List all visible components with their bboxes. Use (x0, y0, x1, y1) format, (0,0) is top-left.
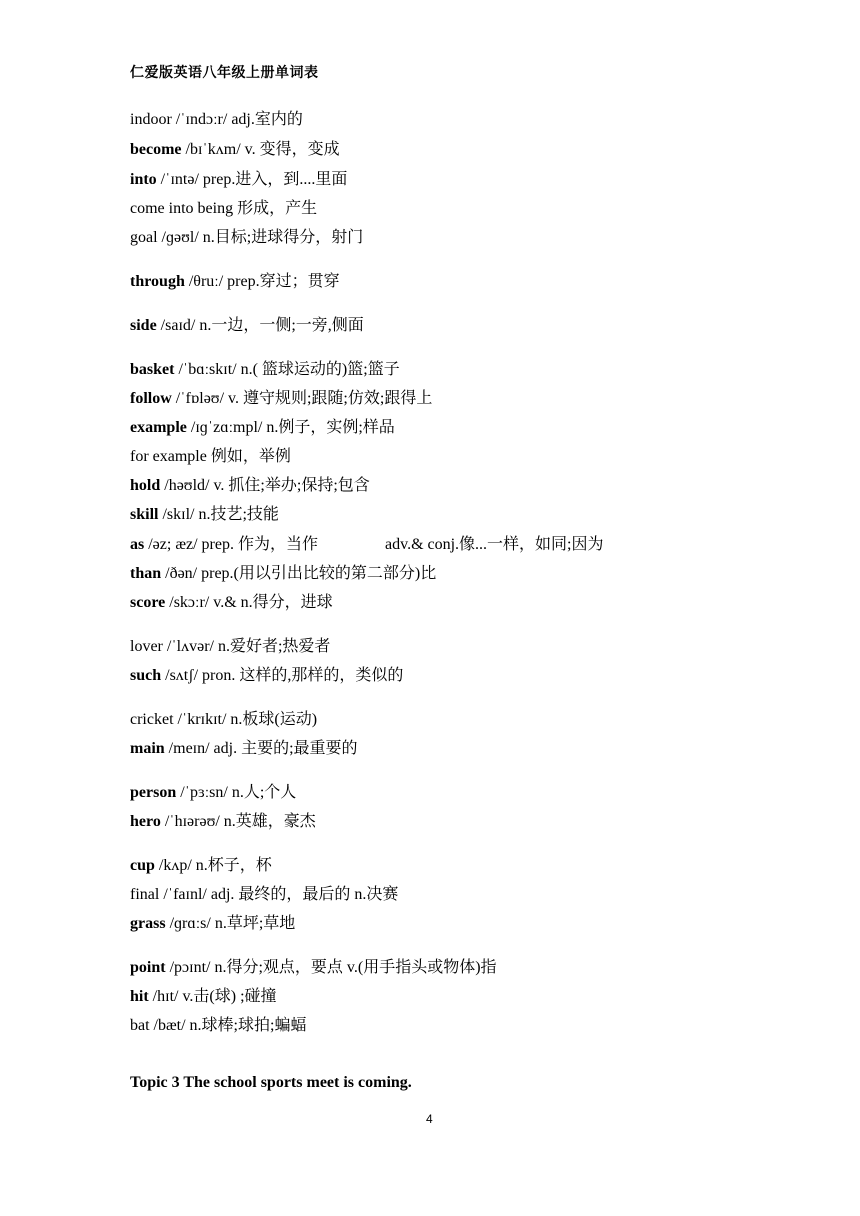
vocab-entry (130, 666, 403, 686)
vocab-word: become (130, 141, 182, 158)
vocab-word: hold (130, 477, 161, 494)
vocab-word: hit (130, 988, 149, 1005)
vocab-word: main (130, 740, 165, 757)
vocab-entry (130, 170, 347, 190)
vocab-definition: /ˈfɒləʊ/ v. 遵守规则;跟随;仿效;跟得上 (171, 390, 433, 407)
vocab-word: bat (130, 1017, 150, 1034)
vocab-definition: /ˈpɜːsn/ n.人;个人 (176, 784, 297, 801)
vocab-entry (130, 987, 277, 1007)
vocab-definition: /ɪɡˈzɑːmpl/ n.例子，实例;样品 (186, 419, 395, 436)
vocab-definition-secondary: adv.& conj.像...一样，如同;因为 (385, 536, 604, 553)
vocab-definition: /ˈkrɪkɪt/ n.板球(运动) (173, 711, 318, 728)
vocab-definition: /ˈbɑːskɪt/ n.( 篮球运动的)篮;篮子 (174, 361, 400, 378)
vocab-entry (130, 1016, 306, 1036)
vocab-definition: /əz; æz/ prep. 作为，当作 (144, 536, 318, 553)
vocab-definition: /ˈfaɪnl/ adj. 最终的，最后的 n.决赛 (159, 886, 399, 903)
vocab-word: basket (130, 361, 175, 378)
vocab-word: point (130, 959, 166, 976)
vocab-entry (130, 199, 317, 219)
page-number: 4 (426, 1112, 433, 1126)
vocab-entry (130, 637, 330, 657)
vocab-entry (130, 812, 316, 832)
vocab-definition: /sʌtʃ/ pron. 这样的,那样的，类似的 (161, 667, 404, 684)
vocab-definition: /meɪn/ adj. 主要的;最重要的 (164, 740, 358, 757)
vocab-definition: /həʊld/ v. 抓住;举办;保持;包含 (160, 477, 370, 494)
vocab-word: hero (130, 813, 161, 830)
vocab-definition: /skɔːr/ v.& n.得分，进球 (165, 594, 333, 611)
vocab-entry (130, 360, 400, 380)
vocab-word: final (130, 886, 160, 903)
topic-heading: Topic 3 The school sports meet is coming. (130, 1074, 412, 1091)
vocab-definition: /ˈlʌvər/ n.爱好者;热爱者 (162, 638, 331, 655)
vocab-entry (130, 783, 296, 803)
vocab-definition: /kʌp/ n.杯子，杯 (154, 857, 272, 874)
vocab-entry (130, 564, 436, 584)
vocab-word: lover (130, 638, 163, 655)
vocab-word: through (130, 273, 185, 290)
vocab-definition: /bɪˈkʌm/ v. 变得，变成 (181, 141, 340, 158)
vocab-definition: /ˈɪntə/ prep.进入，到....里面 (156, 171, 348, 188)
vocab-entry (130, 110, 303, 130)
vocab-entry (130, 316, 364, 336)
vocab-word: than (130, 565, 162, 582)
vocab-definition: /ˈɪndɔːr/ adj.室内的 (171, 111, 303, 128)
vocab-entry (130, 447, 291, 467)
document-header: 仁爱版英语八年级上册单词表 (130, 65, 319, 81)
vocab-entry (130, 389, 432, 409)
vocab-word: goal (130, 229, 158, 246)
vocab-word: side (130, 317, 157, 334)
vocab-definition: /ɡəʊl/ n.目标;进球得分，射门 (157, 229, 364, 246)
vocab-word: cup (130, 857, 155, 874)
vocab-word: such (130, 667, 162, 684)
vocab-word: come into being (130, 200, 234, 217)
vocab-definition: /θruː/ prep.穿过；贯穿 (184, 273, 340, 290)
vocab-definition: /ˈhɪərəʊ/ n.英雄，豪杰 (160, 813, 316, 830)
vocab-word: score (130, 594, 166, 611)
vocab-entry (130, 856, 272, 876)
vocab-word: as (130, 536, 145, 553)
vocab-entry (130, 228, 363, 248)
vocab-word: example (130, 419, 187, 436)
vocab-entry (130, 885, 398, 905)
vocab-word: cricket (130, 711, 174, 728)
vocab-definition: /ɡrɑːs/ n.草坪;草地 (165, 915, 296, 932)
vocab-word: follow (130, 390, 172, 407)
vocab-definition: /saɪd/ n.一边，一侧;一旁,侧面 (156, 317, 364, 334)
vocab-entry (130, 739, 358, 759)
vocab-word: for example (130, 448, 207, 465)
vocab-definition: /hɪt/ v.击(球) ;碰撞 (148, 988, 277, 1005)
vocab-entry (130, 272, 340, 292)
vocab-definition: /ðən/ prep.(用以引出比较的第二部分)比 (161, 565, 437, 582)
vocab-word: into (130, 171, 157, 188)
vocab-word: indoor (130, 111, 172, 128)
vocab-word: skill (130, 506, 159, 523)
vocab-definition: /pɔɪnt/ n.得分;观点，要点 v.(用手指头或物体)指 (165, 959, 497, 976)
vocab-entry (130, 476, 370, 496)
vocab-definition: /bæt/ n.球棒;球拍;蝙蝠 (149, 1017, 307, 1034)
vocab-entry (130, 418, 395, 438)
vocab-definition: /skɪl/ n.技艺;技能 (158, 506, 279, 523)
vocab-word: grass (130, 915, 166, 932)
vocab-definition: 例如，举例 (206, 448, 291, 465)
vocab-entry (130, 140, 340, 160)
vocab-entry (130, 593, 333, 613)
vocab-entry (130, 958, 497, 978)
vocab-entry (130, 914, 295, 934)
vocab-entry (130, 535, 604, 555)
vocab-entry (130, 505, 279, 525)
vocab-definition: 形成，产生 (233, 200, 318, 217)
vocab-entry (130, 710, 317, 730)
vocab-word: person (130, 784, 177, 801)
